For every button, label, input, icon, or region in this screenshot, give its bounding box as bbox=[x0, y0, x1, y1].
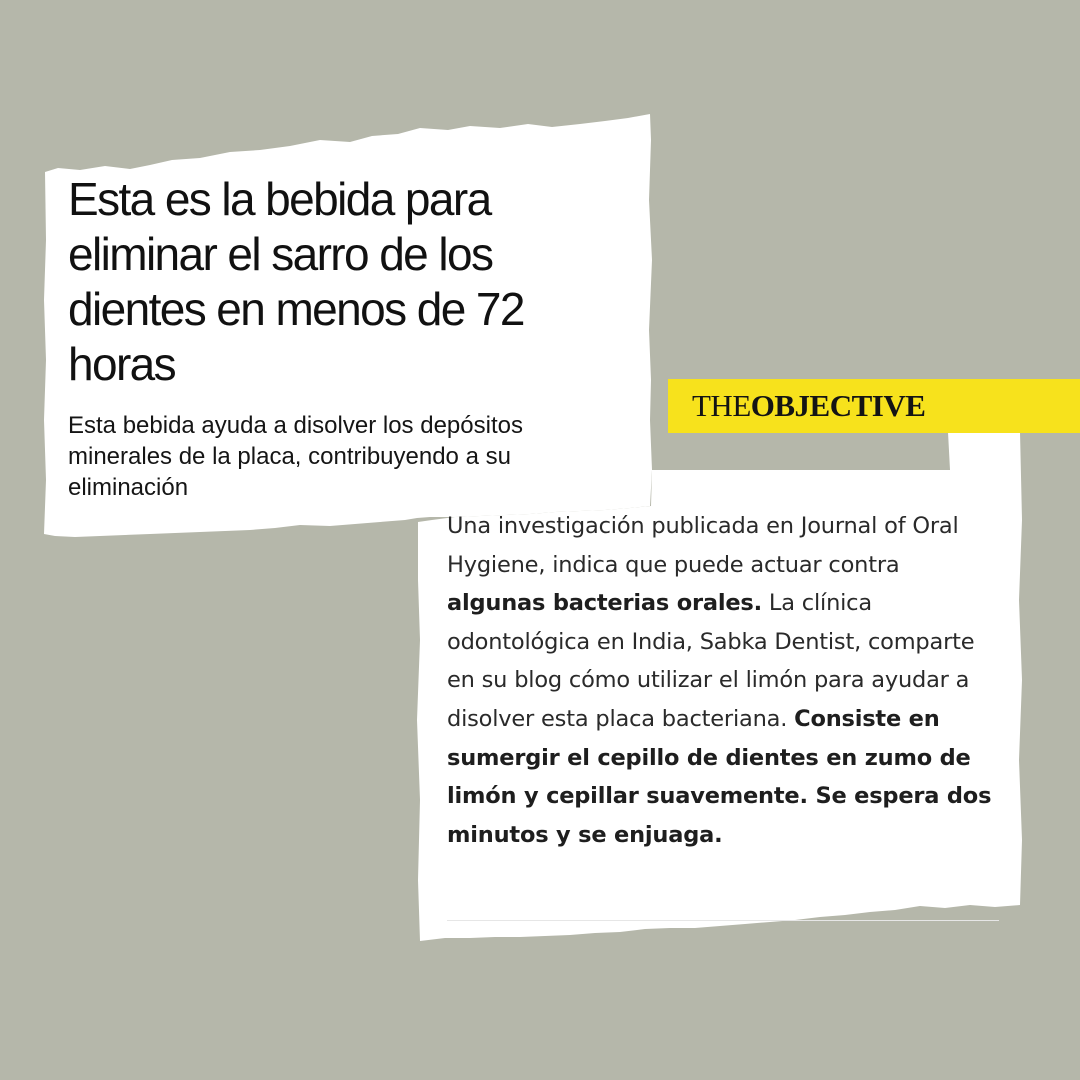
brand-logo-objective: OBJECTIVE bbox=[750, 388, 926, 423]
divider-line bbox=[447, 920, 999, 921]
headline: Esta es la bebida para eliminar el sarro de los dientes en menos de 72 horas bbox=[68, 173, 524, 390]
excerpt-bold-1: algunas bacterias orales. bbox=[447, 590, 762, 617]
brand-logo-the: THE bbox=[692, 388, 751, 423]
excerpt-text-2: La clínica odontológica en India, Sabka Dentist, comparte en su blog cómo utilizar el limón para ayudar a disolver esta placa bacteriana. bbox=[447, 590, 975, 732]
article-excerpt bbox=[447, 507, 992, 854]
subheadline: Esta bebida ayuda a disolver los depósitos minerales de la placa, contribuyendo a su eliminación bbox=[68, 412, 523, 501]
excerpt-bold-2: Consiste en sumergir el cepillo de dientes en zumo de limón y cepillar suavemente. Se espera dos minutos y se enjuaga. bbox=[447, 705, 992, 848]
brand-logo bbox=[692, 386, 925, 426]
excerpt-text-1: Una investigación publicada en Journal of Oral Hygiene, indica que puede actuar contra bbox=[447, 513, 959, 578]
